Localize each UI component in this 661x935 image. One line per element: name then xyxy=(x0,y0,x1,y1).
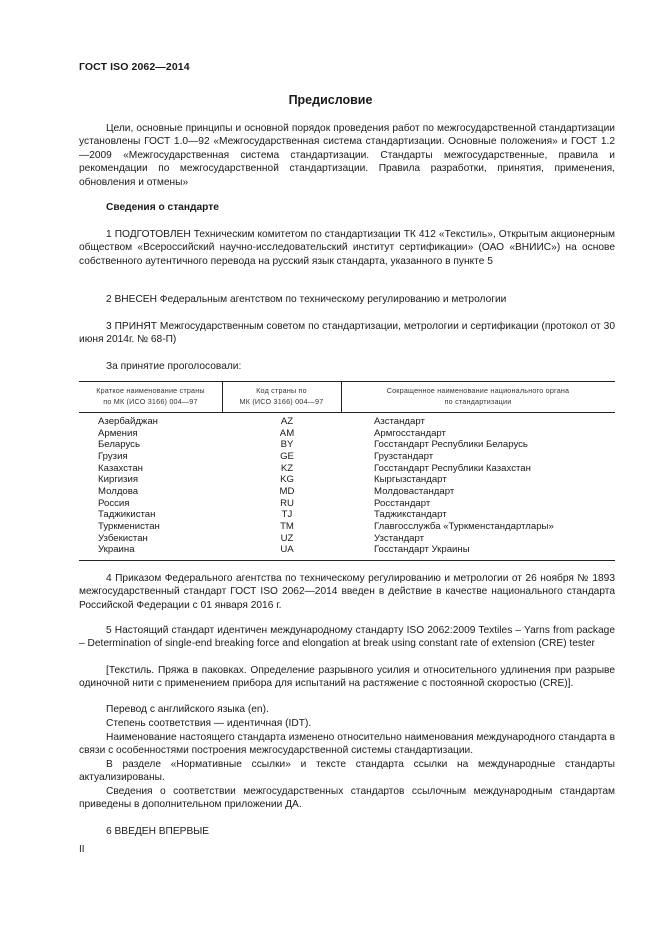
country-code-cell: GE xyxy=(280,450,294,462)
header-line: по стандартизации xyxy=(444,396,512,406)
national-body-cell: Росстандарт xyxy=(374,497,431,509)
national-body-cell: Армгосстандарт xyxy=(374,427,446,439)
country-code-cell: KZ xyxy=(280,462,294,474)
national-body-cell: Узстандарт xyxy=(374,532,425,544)
national-body-cell: Госстандарт Украины xyxy=(374,544,470,556)
table-row xyxy=(79,544,615,556)
country-name-cell: Беларусь xyxy=(98,439,140,451)
page-title: Предисловие xyxy=(288,93,373,107)
country-name-cell: Грузия xyxy=(98,450,128,462)
country-name-cell: Туркменистан xyxy=(98,520,160,532)
page-number: II xyxy=(79,844,85,855)
table-row xyxy=(79,416,615,428)
national-body-cell: Молдовастандарт xyxy=(374,485,455,497)
table-row xyxy=(79,474,615,486)
standard-info-heading: Сведения о стандарте xyxy=(106,202,219,213)
country-name-cell: Украина xyxy=(98,544,135,556)
national-body-cell: Главгосслужба «Туркменстандартлары» xyxy=(374,520,554,532)
country-name-cell: Азербайджан xyxy=(98,416,158,427)
header-line: по МК (ИСО 3166) 004—97 xyxy=(103,396,198,406)
voting-countries-table xyxy=(79,381,615,561)
table-row xyxy=(79,486,615,498)
item-2-paragraph: 2 ВНЕСЕН Федеральным агентством по техническому регулированию и метрологии xyxy=(106,294,507,305)
country-code-cell: MD xyxy=(279,485,295,497)
standard-code-header: ГОСТ ISO 2062—2014 xyxy=(79,61,190,73)
item-5-translation: [Текстиль. Пряжа в паковках. Определение разрывного усилия и относительного удлинения при разрыве одиночной нити с применением прибора для испытаний на растяжение с постоянной скоростью (CRE)]. xyxy=(79,665,615,690)
national-body-cell: Грузстандарт xyxy=(374,450,434,462)
table-row xyxy=(79,451,615,463)
item-5-paragraph: 5 Настоящий стандарт идентичен международному стандарту ISO 2062:2009 Textiles – Yarns from package – Determination of single-end breaking force and elongation at break using constant rate of extension (CRE) tester xyxy=(79,625,615,650)
table-row xyxy=(79,498,615,510)
country-code-cell: RU xyxy=(280,497,294,509)
country-code-cell: AM xyxy=(279,427,295,439)
country-code-cell: UZ xyxy=(280,532,294,544)
country-code-cell: TM xyxy=(280,520,294,532)
intro-paragraph: Цели, основные принципы и основной порядок проведения работ по межгосударственной стандартизации установлены ГОСТ 1.0—92 «Межгосударственная система стандартизации. Основные положения» и ГОСТ 1.2—2009 «Межгосударственная система стандартизации. Стандарты межгосударственные, правила и рекомендации по межгосударственной стандартизации. Правила разработки, принятия, применения, обновления и отмены» xyxy=(79,123,615,188)
header-country-code xyxy=(222,386,341,407)
voted-label: За принятие проголосовали: xyxy=(106,361,242,372)
table-row xyxy=(79,463,615,475)
item-5-name-change: Наименование настоящего стандарта изменено относительно наименования международного стандарта в связи с особенностями построения межгосударственной системы стандартизации. xyxy=(79,732,615,757)
country-code-cell: TJ xyxy=(281,509,293,521)
national-body-cell: Азстандарт xyxy=(374,416,425,427)
country-name-cell: Таджикистан xyxy=(98,509,156,521)
country-name-cell: Армения xyxy=(98,427,138,439)
item-3-paragraph: 3 ПРИНЯТ Межгосударственным советом по стандартизации, метрологии и сертификации (протокол от 30 июня 2014г. № 68-П) xyxy=(79,321,615,346)
country-name-cell: Киргизия xyxy=(98,474,139,486)
table-header xyxy=(79,382,615,413)
item-5-language: Перевод с английского языка (en). xyxy=(106,704,269,715)
country-name-cell: Молдова xyxy=(98,485,139,497)
national-body-cell: Таджикстандарт xyxy=(374,509,447,521)
table-row xyxy=(79,428,615,440)
table-row xyxy=(79,533,615,545)
item-4-paragraph: 4 Приказом Федерального агентства по техническому регулированию и метрологии от 26 ноября № 1893 межгосударственный стандарт ГОСТ ISO 2062—2014 введен в действие в качестве национального стандарта Российской Федерации с 01 января 2016 г. xyxy=(79,573,615,611)
item-5-info: Сведения о соответствии межгосударственных стандартов ссылочным международным стандартам приведены в дополнительном приложении ДА. xyxy=(79,786,615,811)
table-row xyxy=(79,521,615,533)
country-code-cell: BY xyxy=(280,439,294,451)
country-code-cell: UA xyxy=(280,544,294,556)
header-line: Сокращенное наименование национального органа xyxy=(386,386,570,395)
country-code-cell: AZ xyxy=(280,416,294,427)
header-country-name xyxy=(79,386,222,407)
header-line: МК (ИСО 3166) 004—97 xyxy=(239,396,324,406)
header-line: Краткое наименование страны xyxy=(96,386,205,395)
national-body-cell: Кыргызстандарт xyxy=(374,474,447,486)
item-6-paragraph: 6 ВВЕДЕН ВПЕРВЫЕ xyxy=(106,826,210,837)
item-5-references: В разделе «Нормативные ссылки» и тексте стандарта ссылки на международные стандарты актуализированы. xyxy=(79,759,615,784)
item-5-degree: Степень соответствия — идентичная (IDT). xyxy=(106,718,312,729)
header-line: Код страны по xyxy=(256,386,307,395)
header-national-body xyxy=(341,386,615,407)
country-name-cell: Россия xyxy=(98,497,130,509)
country-name-cell: Казахстан xyxy=(98,462,143,474)
item-1-paragraph: 1 ПОДГОТОВЛЕН Техническим комитетом по стандартизации ТК 412 «Текстиль», Открытым акционерным обществом «Всероссийский научно-исследовательский институт сертификации» (ОАО «ВНИИС») на основе собственного аутентичного перевода на русский язык стандарта, указанного в пункте 5 xyxy=(79,229,615,267)
table-row xyxy=(79,509,615,521)
country-code-cell: KG xyxy=(280,474,294,486)
table-row xyxy=(79,439,615,451)
national-body-cell: Госстандарт Республики Беларусь xyxy=(374,439,528,451)
national-body-cell: Госстандарт Республики Казахстан xyxy=(374,462,531,474)
country-name-cell: Узбекистан xyxy=(98,532,148,544)
